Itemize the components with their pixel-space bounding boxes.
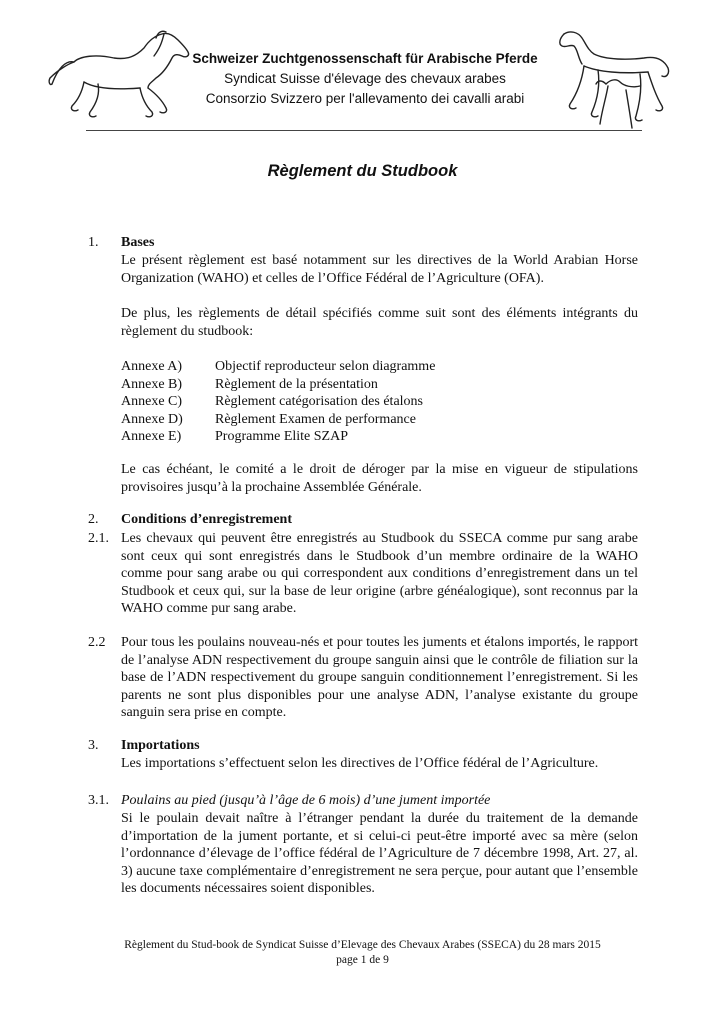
page-footer — [0, 938, 725, 968]
section-3-heading: Importations — [121, 738, 200, 753]
page-header — [0, 0, 725, 140]
annex-key: Annexe C) — [121, 394, 183, 409]
annex-item — [121, 411, 638, 429]
organization-names — [180, 49, 550, 109]
section-3-paragraph-1: Les importations s’effectuent selon les directives de l’Office fédéral de l’Agriculture. — [121, 756, 599, 771]
annex-key: Annexe A) — [121, 359, 183, 374]
annex-key: Annexe E) — [121, 429, 182, 444]
header-divider — [86, 130, 642, 131]
annex-list — [121, 358, 638, 446]
section-2-heading: Conditions d’enregistrement — [121, 512, 292, 527]
section-1-paragraph-2: De plus, les règlements de détail spécifiés comme suit sont des éléments intégrants du règlement du studbook: — [121, 306, 638, 339]
annex-label: Objectif reproducteur selon diagramme — [215, 359, 436, 374]
section-1-heading: Bases — [121, 235, 155, 250]
section-2-1-paragraph: Les chevaux qui peuvent être enregistrés au Studbook du SSECA comme pur sang arabe sont ceux qui sont enregistrés dans le Studbook d’un membre ordinaire de la WAHO comme pour sang arabe ou qui correspondent aux conditions d’enregistrement dans un tel Studbook et ceux qui, sur la base de leur origine (arbre généalogique), sont reconnus par la WAHO comme pur sang arabe. — [121, 531, 638, 616]
section-2-2-paragraph: Pour tous les poulains nouveau-nés et pour toutes les juments et étalons importés, le rapport de l’analyse ADN respectivement du groupe sanguin ainsi que le contrôle de filiation sur la base de l’ADN respectivement du groupe sanguin conditionnement l’enregistrement. Si les parents ne sont plus disponibles pour une analyse ADN, l’analyse existante du groupe sanguin sera prise en compte. — [121, 635, 638, 720]
annex-label: Règlement Examen de performance — [215, 411, 416, 427]
section-1-number: 1. — [88, 235, 99, 250]
annex-key: Annexe D) — [121, 411, 183, 427]
footer-citation: Règlement du Stud-book de Syndicat Suisse d’Elevage des Chevaux Arabes (SSECA) du 28 mars 2015 — [124, 939, 601, 951]
annex-item — [121, 358, 638, 376]
document-title: Règlement du Studbook — [267, 162, 458, 180]
annex-label: Règlement catégorisation des étalons — [215, 394, 423, 409]
section-3-number: 3. — [88, 738, 99, 753]
section-1-paragraph-1: Le présent règlement est basé notamment sur les directives de la World Arabian Horse Organization (WAHO) et celles de l’Office Fédéral de l’Agriculture (OFA). — [121, 253, 638, 286]
section-2-1-number: 2.1. — [88, 531, 109, 546]
section-3-1-paragraph: Si le poulain devait naître à l’étranger pendant la durée du traitement de la demande d’importation de la jument portante, et si celui-ci peut-être importé avec sa mère (selon l’ordonnance d’élevage de l’office fédéral de l’Agriculture de 7 décembre 1998, Art. 27, al. 3) aucune taxe complémentaire d’enregistrement ne sera perçue, pour autant que l’ensemble les documents nécessaires soient disponibles. — [121, 811, 638, 896]
section-2-number: 2. — [88, 512, 99, 527]
annex-label: Programme Elite SZAP — [215, 429, 348, 444]
org-name-italian: Consorzio Svizzero per l'allevamento dei cavalli arabi — [205, 91, 525, 106]
mare-and-foal-illustration-right — [548, 24, 678, 134]
org-name-french: Syndicat Suisse d'élevage des chevaux arabes — [224, 71, 506, 86]
org-name-german: Schweizer Zuchtgenossenschaft für Arabische Pferde — [192, 51, 538, 66]
section-1-paragraph-3: Le cas échéant, le comité a le droit de déroger par la mise en vigueur de stipulations provisoires jusqu’à la prochaine Assemblée Générale. — [121, 462, 638, 495]
annex-label: Règlement de la présentation — [215, 376, 378, 392]
section-3-1-number: 3.1. — [88, 793, 109, 808]
annex-item — [121, 393, 638, 411]
annex-item — [121, 376, 638, 394]
annex-key: Annexe B) — [121, 376, 183, 392]
footer-page-number: page 1 de 9 — [336, 954, 389, 966]
annex-item — [121, 428, 638, 446]
section-2-2-number: 2.2 — [88, 635, 106, 650]
horse-illustration-left — [44, 26, 194, 126]
section-3-1-subheading: Poulains au pied (jusqu’à l’âge de 6 mois) d’une jument importée — [121, 793, 491, 808]
